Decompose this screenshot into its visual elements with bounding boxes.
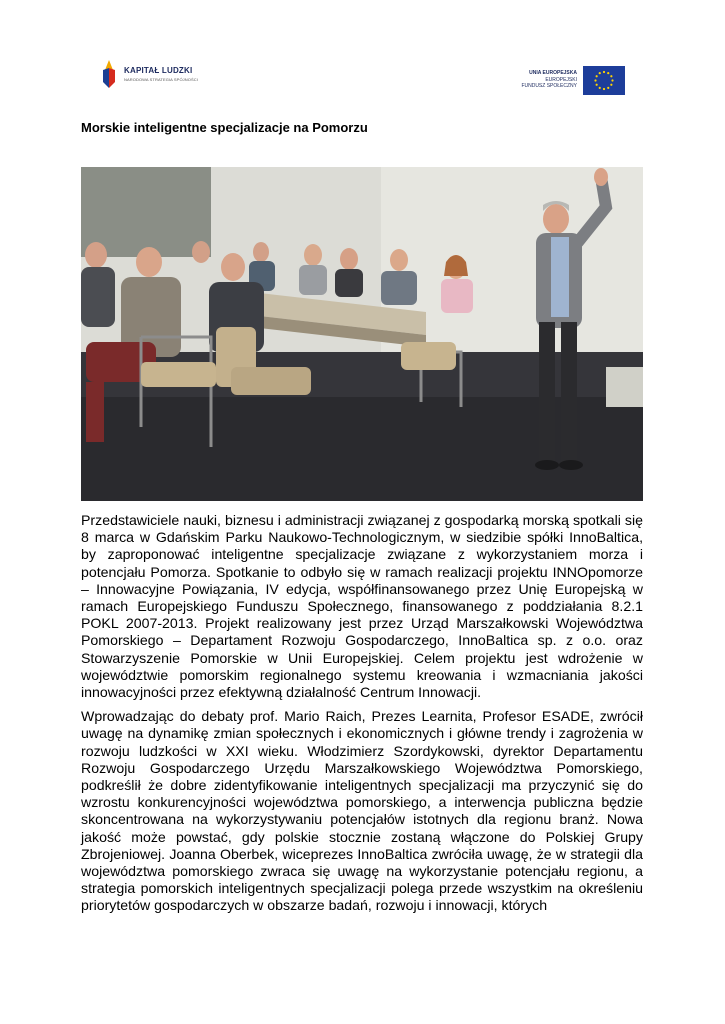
kapital-ludzki-name: KAPITAŁ LUDZKI xyxy=(124,66,193,75)
eu-logo-line2: EUROPEJSKI xyxy=(545,76,577,83)
kapital-ludzki-logo xyxy=(100,58,220,90)
paragraph-1: Przedstawiciele nauki, biznesu i administracji związanej z gospodarką morską spotkali się 8 marca w Gdańskim Parku Naukowo-Technologicznym, w siedzibie spółki InnoBaltica, by zaproponować inteligentne specjalizacje związane z wykorzystaniem morza i potencjału Pomorza. Spotkanie to odbyło się w ramach realizacji projektu INNOpomorze – Innowacyjne Powiązania, IV edycja, współfinansowanego przez Unię Europejską w ramach Europejskiego Funduszu Społecznego, finansowanego z poddziałania 8.2.1 POKL 2007-2013. Projekt realizowany jest przez Urząd Marszałkowski Województwa Pomorskiego – Departament Rozwoju Gospodarczego, InnoBaltica sp. z o.o. oraz Stowarzyszenie Pomorskie w Unii Europejskiej. Celem projektu jest wdrożenie w województwie pomorskim regionalnego systemu kreowania i wzmacniania jakości innowacyjności przez efektywną działalność Centrum Innowacji. xyxy=(81,512,643,701)
meeting-photo xyxy=(81,167,643,501)
eu-logo-line1: UNIA EUROPEJSKA xyxy=(529,70,577,76)
eu-flag-icon xyxy=(583,66,625,95)
paragraph-2: Wprowadzając do debaty prof. Mario Raich, Prezes Learnita, Profesor ESADE, zwrócił uwagę na dynamikę zmian społecznych i ekonomicznych i główne trendy i zagrożenia w rozwoju ludzkości w XXI wieku. Włodzimierz Szordykowski, dyrektor Departamentu Rozwoju Gospodarczego Urzędu Marszałkowskiego Województwa Pomorskiego, podkreślił że dobre zidentyfikowanie inteligentnych specjalizacji ma przyczynić się do wzrostu konkurencyjności województwa pomorskiego, a interwencja publiczna będzie skoncentrowana na wykorzystywaniu potencjałów istotnych dla regionu branż. Nowa jakość może powstać, gdy polskie stocznie zostaną włączone do Polskiej Grupy Zbrojeniowej. Joanna Oberbek, wiceprezes InnoBaltica zwróciła uwagę, że w strategii dla województwa pomorskiego zwraca się uwagę na wykorzystanie potencjału regionu, a strategia pomorskich inteligentnych specjalizacji polega przede wszystkim na określeniu priorytetów gospodarczych w obszarze badań, rozwoju i innowacji, których xyxy=(81,708,643,914)
kapital-ludzki-mark-icon xyxy=(100,58,118,90)
kapital-ludzki-subtitle: NARODOWA STRATEGIA SPÓJNOŚCI xyxy=(124,77,198,82)
article-body xyxy=(81,512,643,922)
page-title: Morskie inteligentne specjalizacje na Pomorzu xyxy=(81,120,368,135)
eu-logo xyxy=(500,66,625,98)
eu-logo-line3: FUNDUSZ SPOŁECZNY xyxy=(521,83,577,89)
eu-logo-text xyxy=(521,70,577,90)
meeting-photo-icon xyxy=(81,167,643,501)
